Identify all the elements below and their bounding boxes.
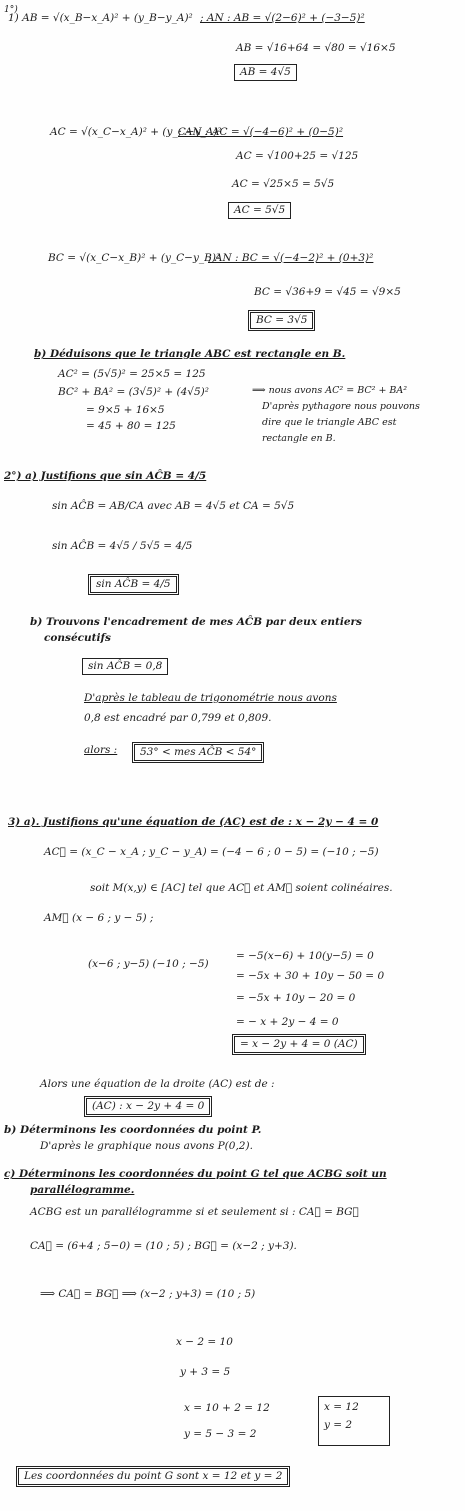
q3c-line-6: x = 10 + 2 = 12 [184, 1402, 270, 1414]
question-1-number: 1°) [4, 5, 18, 15]
ab-computation: AB = √16+64 = √80 = √16×5 [236, 42, 396, 54]
q1b-line-1: AC² = (5√5)² = 25×5 = 125 [58, 368, 206, 380]
ab-formula: 1) AB = √(x_B−x_A)² + (y_B−y_A)² [8, 12, 193, 24]
question-2b-title-cont: consécutifs [44, 632, 111, 644]
q3c-line-2: CA⃗ = (6+4 ; 5−0) = (10 ; 5) ; BG⃗ = (x−2 ; y+3). [30, 1240, 297, 1252]
ac-application: ; AN : AC = √(−4−6)² + (0−5)² [178, 126, 344, 138]
q1b-note-1: ⟹ nous avons AC² = BC² + BA² [252, 385, 408, 396]
q3c-line-1: ACBG est un parallélogramme si et seulement si : CA⃗ = BG⃗ [30, 1206, 359, 1218]
ac-formula: AC = √(x_C−x_A)² + (y_C−y_A)² [50, 126, 222, 138]
q3c-line-5: y + 3 = 5 [180, 1366, 231, 1378]
question-2a-title: 2°) a) Justifions que sin AĈB = 4/5 [4, 470, 207, 482]
determinant-step-3: = −5x + 10y − 20 = 0 [236, 992, 356, 1004]
q2b-result: 53° < mes AĈB < 54° [132, 742, 264, 763]
q3c-result-x: x = 12 [324, 1401, 359, 1413]
point-m-line: soit M(x,y) ∈ [AC] tel que AC⃗ et AM⃗ soient colinéaires. [90, 882, 393, 894]
determinant-step-2: = −5x + 30 + 10y − 50 = 0 [236, 970, 385, 982]
question-3a-title: 3) a). Justifions qu'une équation de (AC) est de : x − 2y − 4 = 0 [8, 816, 379, 828]
q1b-line-3: = 9×5 + 16×5 [86, 404, 165, 416]
am-vector: AM⃗ (x − 6 ; y − 5) ; [44, 912, 154, 924]
q2a-line-1: sin AĈB = AB/CA avec AB = 4√5 et CA = 5√5 [52, 500, 295, 512]
bc-formula: BC = √(x_C−x_B)² + (y_C−y_B)² [48, 252, 221, 264]
question-2b-title: b) Trouvons l'encadrement de mes AĈB par deux entiers [30, 616, 362, 628]
q3c-line-4: x − 2 = 10 [176, 1336, 233, 1348]
q2b-alors: alors : [84, 744, 118, 756]
bc-application: ; AN : BC = √(−4−2)² + (0+3)² [208, 252, 374, 264]
ac-result: AC = 5√5 [228, 202, 291, 219]
q3b-line: D'après le graphique nous avons P(0,2). [40, 1140, 253, 1152]
determinant-result: = x − 2y + 4 = 0 (AC) [232, 1034, 366, 1055]
ab-result: AB = 4√5 [234, 64, 297, 81]
question-3c-title: c) Déterminons les coordonnées du point G tel que ACBG soit un [4, 1168, 387, 1180]
determinant-step-4: = − x + 2y − 4 = 0 [236, 1016, 339, 1028]
q3c-line-3: ⟹ CA⃗ = BG⃗ ⟹ (x−2 ; y+3) = (10 ; 5) [40, 1288, 256, 1300]
q1b-line-2: BC² + BA² = (3√5)² + (4√5)² [58, 386, 209, 398]
ac-computation-2: AC = √25×5 = 5√5 [232, 178, 335, 190]
q3c-line-7: y = 5 − 3 = 2 [184, 1428, 257, 1440]
bc-computation: BC = √36+9 = √45 = √9×5 [254, 286, 401, 298]
q1b-note-4: rectangle en B. [262, 433, 336, 444]
bc-result: BC = 3√5 [248, 310, 315, 331]
q2b-line-1: D'après le tableau de trigonométrie nous avons [84, 692, 337, 704]
determinant-step-1: = −5(x−6) + 10(y−5) = 0 [236, 950, 374, 962]
q2a-line-2: sin AĈB = 4√5 / 5√5 = 4/5 [52, 540, 193, 552]
q2b-line-2: 0,8 est encadré par 0,799 et 0,809. [84, 712, 272, 724]
q1b-line-4: = 45 + 80 = 125 [86, 420, 176, 432]
q2a-result: sin AĈB = 4/5 [88, 574, 179, 595]
question-3b-title: b) Déterminons les coordonnées du point P. [4, 1124, 262, 1136]
ac-computation-1: AC = √100+25 = √125 [236, 150, 359, 162]
determinant-vectors: (x−6 ; y−5) (−10 ; −5) [88, 958, 209, 970]
q1b-note-2: D'après pythagore nous pouvons [262, 401, 420, 412]
ac-vector: AC⃗ = (x_C − x_A ; y_C − y_A) = (−4 − 6 ; 0 − 5) = (−10 ; −5) [44, 846, 379, 858]
ab-application: ; AN : AB = √(2−6)² + (−3−5)² [200, 12, 365, 24]
q3a-conclusion: Alors une équation de la droite (AC) est de : [40, 1078, 275, 1090]
q3c-result-y: y = 2 [324, 1419, 353, 1431]
question-1b-title: b) Déduisons que le triangle ABC est rectangle en B. [34, 348, 346, 360]
q2b-box: sin AĈB = 0,8 [82, 658, 168, 675]
q3a-conclusion-box: (AC) : x − 2y + 4 = 0 [84, 1096, 212, 1117]
q3c-final-answer: Les coordonnées du point G sont x = 12 et y = 2 [16, 1466, 290, 1487]
q3c-results-box [318, 1396, 390, 1446]
question-3c-title-cont: parallélogramme. [30, 1184, 135, 1196]
q1b-note-3: dire que le triangle ABC est [262, 417, 397, 428]
